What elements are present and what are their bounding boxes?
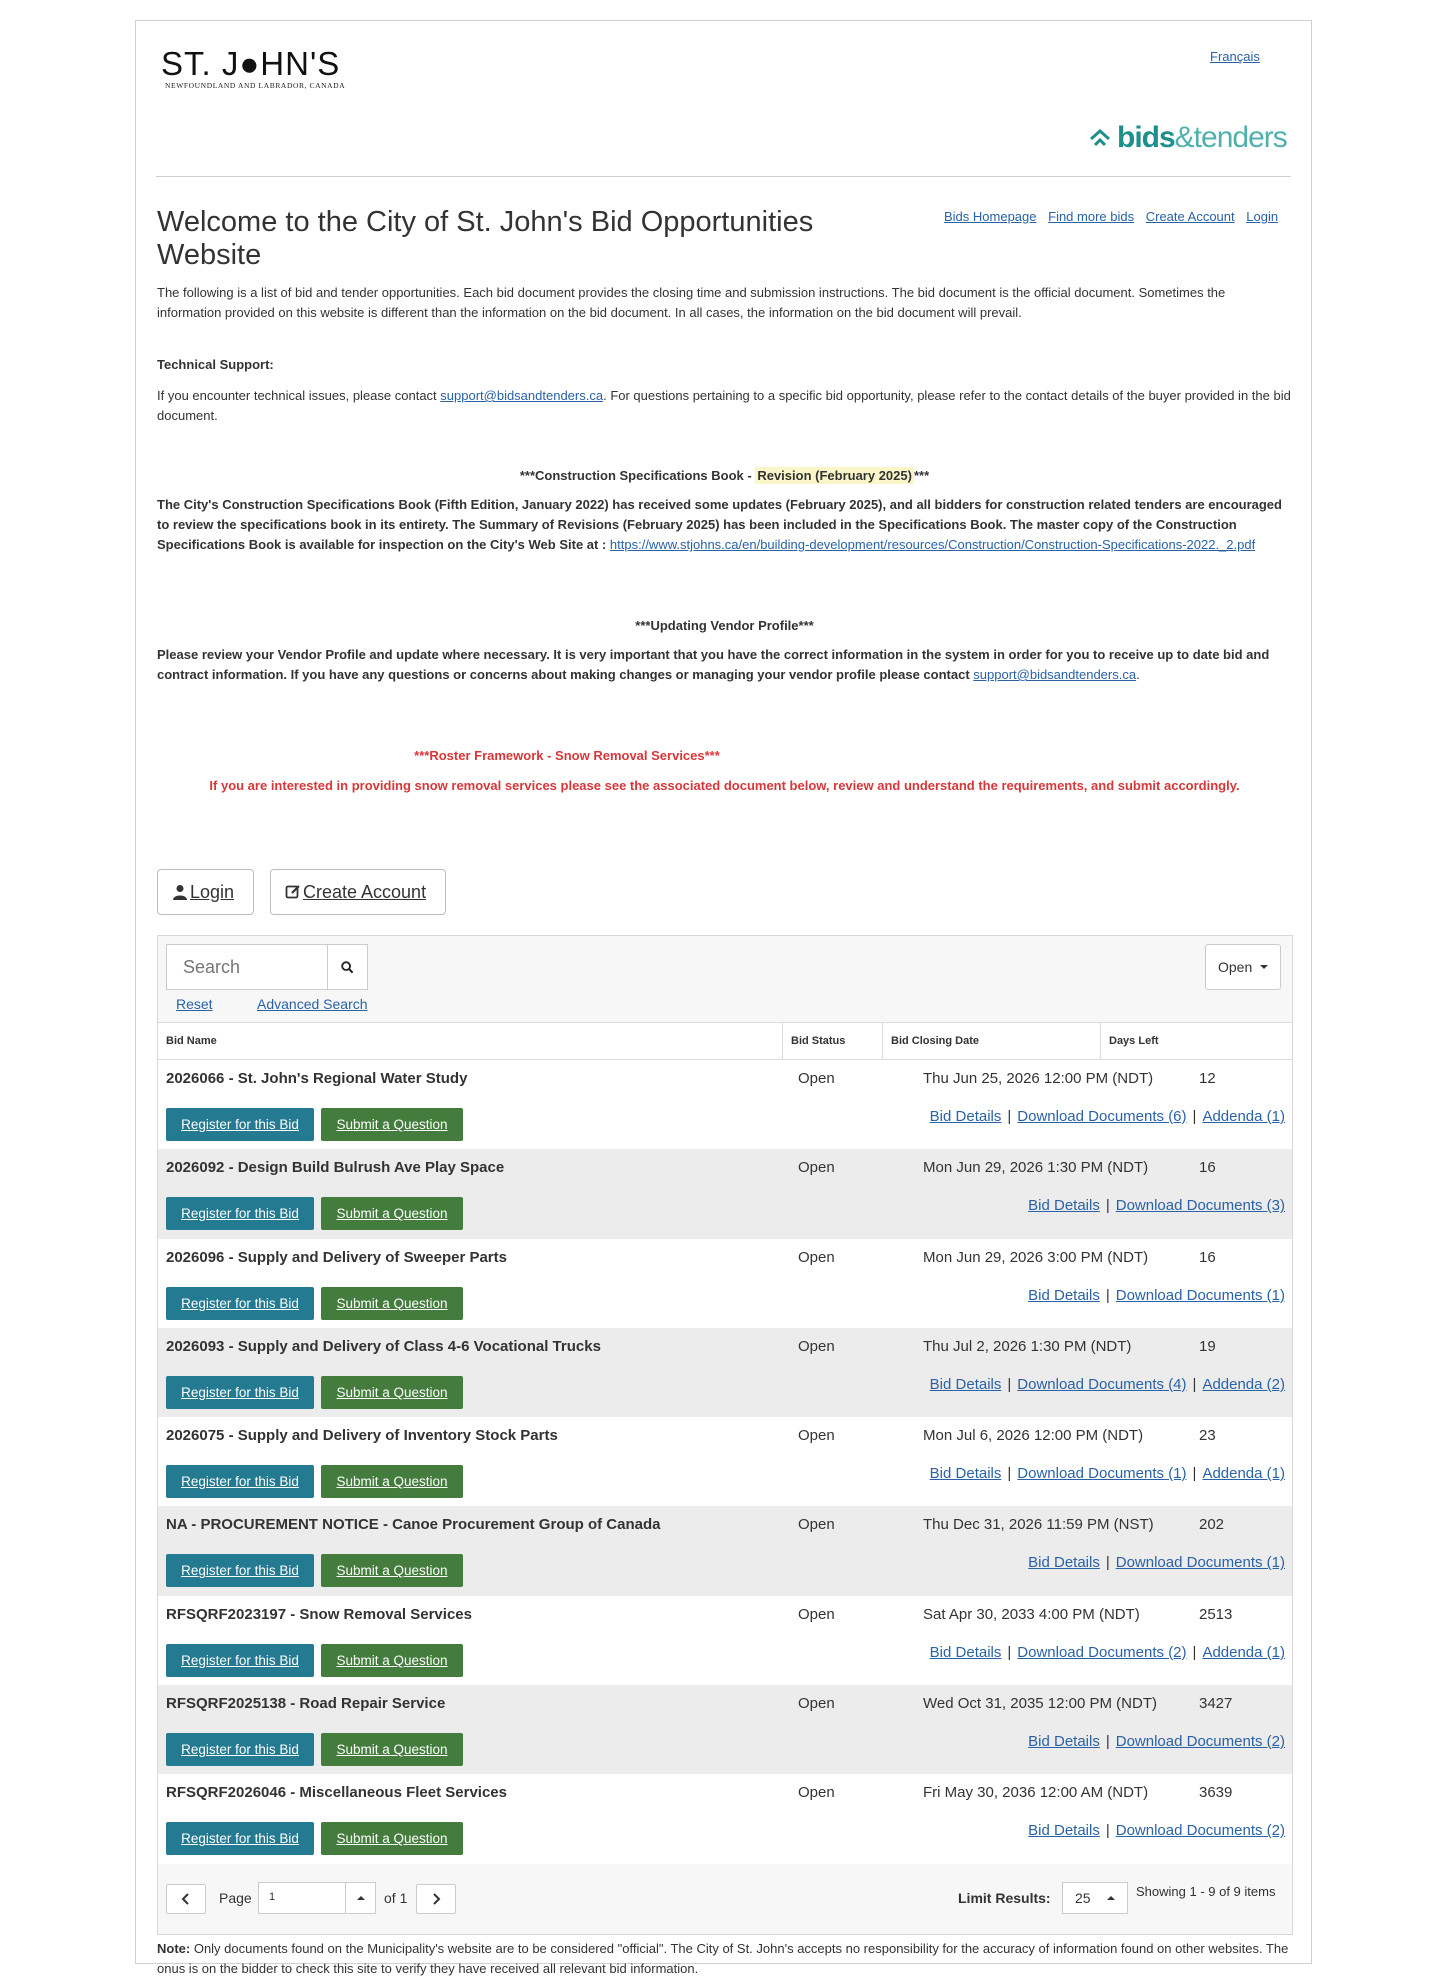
page-title: Welcome to the City of St. John's Bid Opportunities Website xyxy=(157,206,814,271)
bid-days-left: 12 xyxy=(1199,1070,1216,1087)
page-input-value: 1 xyxy=(269,1891,276,1903)
chevron-left-icon xyxy=(181,1893,191,1905)
bid-name: 2026092 - Design Build Bulrush Ave Play Space xyxy=(166,1159,505,1177)
reset-link[interactable]: Reset xyxy=(176,996,213,1012)
nav-login[interactable]: Login xyxy=(1246,209,1279,224)
column-header-bid-name[interactable]: Bid Name xyxy=(166,1035,217,1047)
register-bid-button[interactable]: Register for this Bid xyxy=(166,1733,314,1766)
tech-support-heading: Technical Support: xyxy=(157,357,274,372)
table-row xyxy=(158,1596,1292,1685)
submit-question-button[interactable]: Submit a Question xyxy=(321,1465,463,1498)
table-row xyxy=(158,1774,1292,1863)
row-links xyxy=(1028,1287,1285,1304)
table-header xyxy=(158,1022,1292,1060)
prev-page-button[interactable] xyxy=(166,1884,206,1914)
download-documents-link[interactable]: Download Documents (4) xyxy=(1017,1375,1187,1393)
link-separator: | xyxy=(1007,1108,1012,1125)
page-label: Page xyxy=(219,1890,252,1906)
page-container xyxy=(135,20,1312,1976)
bid-days-left: 19 xyxy=(1199,1337,1216,1355)
register-bid-button[interactable]: Register for this Bid xyxy=(166,1287,314,1320)
submit-question-button[interactable]: Submit a Question xyxy=(321,1554,463,1587)
bid-status: Open xyxy=(798,1516,835,1534)
search-button[interactable] xyxy=(327,945,367,989)
bid-status: Open xyxy=(798,1337,835,1355)
spec-heading-prefix: ***Construction Specifications Book - xyxy=(519,468,756,483)
row-links xyxy=(930,1108,1285,1125)
link-separator: | xyxy=(1192,1643,1197,1661)
spec-body: The City's Construction Specifications Book (Fifth Edition, January 2022) has received some updates (February 2025), and all bidders for construction related tenders are encouraged to review the specifications book in its entirety. The Summary of Revisions (February 2025) has been included in the Specifications Book. The master copy of the Construction Specifications Book is available for inspection on the City's Web Site at : xyxy=(157,497,1282,552)
limit-results-label: Limit Results: xyxy=(958,1890,1051,1906)
tech-support-text xyxy=(157,386,1292,426)
submit-question-button[interactable]: Submit a Question xyxy=(321,1197,463,1230)
spec-text xyxy=(157,495,1292,555)
bid-name: RFSQRF2023197 - Snow Removal Services xyxy=(166,1605,472,1623)
page-input[interactable] xyxy=(258,1882,376,1914)
page-spinner[interactable] xyxy=(345,1883,375,1913)
bid-days-left: 202 xyxy=(1199,1516,1225,1534)
submit-question-button[interactable]: Submit a Question xyxy=(321,1733,463,1766)
bid-name: 2026096 - Supply and Delivery of Sweeper Parts xyxy=(166,1248,507,1266)
download-documents-link[interactable]: Download Documents (1) xyxy=(1017,1465,1187,1483)
caret-up-icon xyxy=(357,1896,365,1900)
bid-details-link[interactable]: Bid Details xyxy=(929,1465,1002,1483)
bid-closing-date: Thu Dec 31, 2026 11:59 PM (NST) xyxy=(923,1516,1154,1534)
login-button-label: Login xyxy=(190,881,235,902)
edit-icon xyxy=(285,884,301,900)
link-separator: | xyxy=(1105,1197,1110,1215)
spec-pdf-link[interactable]: https://www.stjohns.ca/en/building-development/resources/Construction/Construction-Specifications-2022._2.pdf xyxy=(609,537,1256,552)
column-header-closing-date[interactable]: Bid Closing Date xyxy=(882,1023,1100,1060)
status-filter-select[interactable] xyxy=(1205,944,1281,990)
bid-details-link[interactable]: Bid Details xyxy=(929,1643,1002,1661)
bid-name: 2026075 - Supply and Delivery of Inventory Stock Parts xyxy=(166,1427,558,1445)
addenda-link[interactable]: Addenda (1) xyxy=(1202,1465,1285,1483)
note-label: Note: xyxy=(157,1941,191,1956)
row-links xyxy=(1028,1733,1285,1750)
bid-days-left: 3639 xyxy=(1199,1784,1233,1802)
register-bid-button[interactable]: Register for this Bid xyxy=(166,1108,314,1141)
row-links xyxy=(1028,1822,1285,1839)
header-divider xyxy=(156,176,1291,177)
bid-status: Open xyxy=(798,1605,835,1623)
link-separator: | xyxy=(1192,1375,1197,1393)
bids-grid xyxy=(157,935,1293,1935)
row-links xyxy=(1028,1197,1285,1214)
city-logo[interactable] xyxy=(161,45,376,90)
table-row xyxy=(158,1685,1292,1774)
limit-results-select[interactable] xyxy=(1062,1882,1128,1914)
bids-tenders-logo[interactable] xyxy=(1089,121,1287,155)
link-separator: | xyxy=(1192,1108,1197,1125)
bid-status: Open xyxy=(798,1248,835,1266)
page-of-label: of 1 xyxy=(384,1890,408,1906)
row-links xyxy=(1028,1554,1285,1571)
bid-days-left: 16 xyxy=(1199,1248,1216,1266)
bid-days-left: 23 xyxy=(1199,1427,1216,1445)
city-logo-text: ST. J●HN'S xyxy=(161,45,341,82)
search-box xyxy=(166,944,368,990)
download-documents-link[interactable]: Download Documents (1) xyxy=(1115,1554,1285,1572)
bid-name: 2026066 - St. John's Regional Water Study xyxy=(166,1070,468,1087)
column-header-days-left[interactable]: Days Left xyxy=(1100,1023,1180,1060)
download-documents-link[interactable]: Download Documents (1) xyxy=(1115,1286,1285,1304)
vendor-text xyxy=(157,645,1292,685)
nav-bids-homepage[interactable]: Bids Homepage xyxy=(944,209,1037,224)
bid-closing-date: Wed Oct 31, 2035 12:00 PM (NDT) xyxy=(923,1695,1157,1713)
row-links xyxy=(930,1644,1285,1661)
submit-question-button[interactable]: Submit a Question xyxy=(321,1822,463,1855)
vendor-heading: ***Updating Vendor Profile*** xyxy=(635,618,814,633)
submit-question-button[interactable]: Submit a Question xyxy=(321,1644,463,1677)
vendor-after: . xyxy=(1136,667,1140,682)
bid-status: Open xyxy=(798,1070,835,1087)
bid-closing-date: Mon Jun 29, 2026 1:30 PM (NDT) xyxy=(923,1159,1149,1177)
tech-support-after: . For questions pertaining to a specific bid opportunity, please refer to the contact details of the buyer provided in the bid document. xyxy=(157,388,1291,423)
table-row xyxy=(158,1239,1292,1328)
language-link[interactable]: Français xyxy=(1210,49,1260,64)
create-account-button-label: Create Account xyxy=(303,881,427,902)
register-bid-button[interactable]: Register for this Bid xyxy=(166,1376,314,1409)
bid-name: NA - PROCUREMENT NOTICE - Canoe Procurement Group of Canada xyxy=(166,1516,661,1534)
spec-heading xyxy=(157,466,1292,486)
submit-question-button[interactable]: Submit a Question xyxy=(321,1108,463,1141)
bid-closing-date: Thu Jun 25, 2026 12:00 PM (NDT) xyxy=(923,1070,1154,1087)
bid-details-link[interactable]: Bid Details xyxy=(1028,1197,1100,1215)
submit-question-button[interactable]: Submit a Question xyxy=(321,1287,463,1320)
register-bid-button[interactable]: Register for this Bid xyxy=(166,1465,314,1498)
nav-create-account[interactable]: Create Account xyxy=(1145,209,1235,224)
bid-details-link[interactable]: Bid Details xyxy=(929,1108,1002,1125)
intro-text: The following is a list of bid and tender opportunities. Each bid document provides the closing time and submission instructions. The bid document is the official document. Sometimes the information provided on this website is different than the information on the bid document. In all cases, the information on the bid document will prevail. xyxy=(157,285,1226,320)
bid-closing-date: Thu Jul 2, 2026 1:30 PM (NDT) xyxy=(923,1337,1132,1355)
bid-details-link[interactable]: Bid Details xyxy=(1028,1554,1100,1572)
register-bid-button[interactable]: Register for this Bid xyxy=(166,1197,314,1230)
table-row xyxy=(158,1149,1292,1238)
link-separator: | xyxy=(1192,1465,1197,1483)
limit-results-value: 25 xyxy=(1075,1890,1091,1906)
register-bid-button[interactable]: Register for this Bid xyxy=(166,1554,314,1587)
column-header-bid-status[interactable]: Bid Status xyxy=(782,1023,882,1060)
showing-count: Showing 1 - 9 of 9 items xyxy=(1136,1884,1276,1899)
bid-details-link[interactable]: Bid Details xyxy=(1028,1822,1100,1840)
download-documents-link[interactable]: Download Documents (2) xyxy=(1115,1733,1285,1751)
link-separator: | xyxy=(1105,1286,1110,1304)
table-row xyxy=(158,1417,1292,1506)
vendor-email-link[interactable]: support@bidsandtenders.ca xyxy=(973,667,1137,682)
link-separator: | xyxy=(1105,1822,1110,1840)
bid-closing-date: Fri May 30, 2036 12:00 AM (NDT) xyxy=(923,1784,1149,1802)
snow-heading: ***Roster Framework - Snow Removal Services*** xyxy=(414,748,720,763)
chevron-right-icon xyxy=(431,1893,441,1905)
addenda-link[interactable]: Addenda (1) xyxy=(1202,1108,1285,1125)
city-logo-subtext: NEWFOUNDLAND AND LABRADOR, CANADA xyxy=(165,81,346,90)
caret-down-icon xyxy=(1260,965,1268,969)
link-separator: | xyxy=(1007,1375,1012,1393)
submit-question-button[interactable]: Submit a Question xyxy=(321,1376,463,1409)
create-account-button[interactable] xyxy=(270,869,446,915)
spec-heading-suffix: *** xyxy=(913,468,930,483)
download-documents-link[interactable]: Download Documents (2) xyxy=(1017,1643,1187,1661)
bid-details-link[interactable]: Bid Details xyxy=(1028,1286,1100,1304)
footer-note xyxy=(157,1939,1292,1979)
addenda-link[interactable]: Addenda (1) xyxy=(1202,1643,1285,1661)
table-row xyxy=(158,1060,1292,1149)
download-documents-link[interactable]: Download Documents (2) xyxy=(1115,1822,1285,1840)
bid-details-link[interactable]: Bid Details xyxy=(929,1375,1002,1393)
link-separator: | xyxy=(1105,1733,1110,1751)
table-row xyxy=(158,1328,1292,1417)
next-page-button[interactable] xyxy=(416,1884,456,1914)
table-row xyxy=(158,1506,1292,1595)
status-filter-value: Open xyxy=(1218,959,1253,975)
link-separator: | xyxy=(1105,1554,1110,1572)
bid-days-left: 16 xyxy=(1199,1159,1216,1177)
search-icon xyxy=(341,961,354,974)
bid-name: RFSQRF2026046 - Miscellaneous Fleet Services xyxy=(166,1784,507,1802)
row-links xyxy=(930,1376,1285,1393)
bid-days-left: 2513 xyxy=(1199,1605,1233,1623)
bid-status: Open xyxy=(798,1427,835,1445)
user-icon xyxy=(172,884,188,900)
vendor-body: Please review your Vendor Profile and update where necessary. It is very important that you have the correct information in the system in order for you to receive up to date bid and contract information. If you have any questions or concerns about making changes or managing your vendor profile please contact xyxy=(157,647,1270,682)
table-body xyxy=(158,1060,1292,1864)
register-bid-button[interactable]: Register for this Bid xyxy=(166,1822,314,1855)
row-links xyxy=(930,1465,1285,1482)
bids-tenders-logo-light: &tenders xyxy=(1174,121,1287,154)
search-input[interactable] xyxy=(167,945,327,989)
bids-tenders-logo-bold: bids xyxy=(1117,121,1175,154)
spec-heading-highlight: Revision (February 2025) xyxy=(757,468,912,483)
nav-find-more-bids[interactable]: Find more bids xyxy=(1048,209,1135,224)
tech-support-email-link[interactable]: support@bidsandtenders.ca xyxy=(440,388,604,403)
bid-days-left: 3427 xyxy=(1199,1695,1233,1713)
link-separator: | xyxy=(1007,1643,1012,1661)
bid-status: Open xyxy=(798,1695,835,1713)
caret-up-icon xyxy=(1107,1896,1115,1900)
link-separator: | xyxy=(1007,1465,1012,1483)
note-text: Only documents found on the Municipality's website are to be considered "official". The City of St. John's accepts no responsibility for the accuracy of information found on other websites. The onus is on the bidder to check this site to verify they have received all relevant bid information. xyxy=(157,1941,1289,1976)
bid-name: 2026093 - Supply and Delivery of Class 4-6 Vocational Trucks xyxy=(166,1337,601,1355)
bid-closing-date: Mon Jul 6, 2026 12:00 PM (NDT) xyxy=(923,1427,1144,1445)
bids-tenders-logo-icon xyxy=(1089,127,1111,149)
tech-support-before: If you encounter technical issues, please contact xyxy=(157,388,441,403)
bid-status: Open xyxy=(798,1784,835,1802)
register-bid-button[interactable]: Register for this Bid xyxy=(166,1644,314,1677)
bid-closing-date: Sat Apr 30, 2033 4:00 PM (NDT) xyxy=(923,1605,1140,1623)
download-documents-link[interactable]: Download Documents (3) xyxy=(1115,1197,1285,1215)
snow-text: If you are interested in providing snow removal services please see the associated document below, review and understand the requirements, and submit accordingly. xyxy=(209,778,1240,793)
download-documents-link[interactable]: Download Documents (6) xyxy=(1017,1108,1187,1125)
bid-details-link[interactable]: Bid Details xyxy=(1028,1733,1100,1751)
bid-closing-date: Mon Jun 29, 2026 3:00 PM (NDT) xyxy=(923,1248,1149,1266)
bid-status: Open xyxy=(798,1159,835,1177)
advanced-search-link[interactable]: Advanced Search xyxy=(257,996,368,1012)
pager xyxy=(158,1866,1292,1934)
bid-name: RFSQRF2025138 - Road Repair Service xyxy=(166,1695,446,1713)
addenda-link[interactable]: Addenda (2) xyxy=(1202,1375,1285,1393)
top-nav xyxy=(936,209,1278,224)
login-button[interactable] xyxy=(157,869,254,915)
